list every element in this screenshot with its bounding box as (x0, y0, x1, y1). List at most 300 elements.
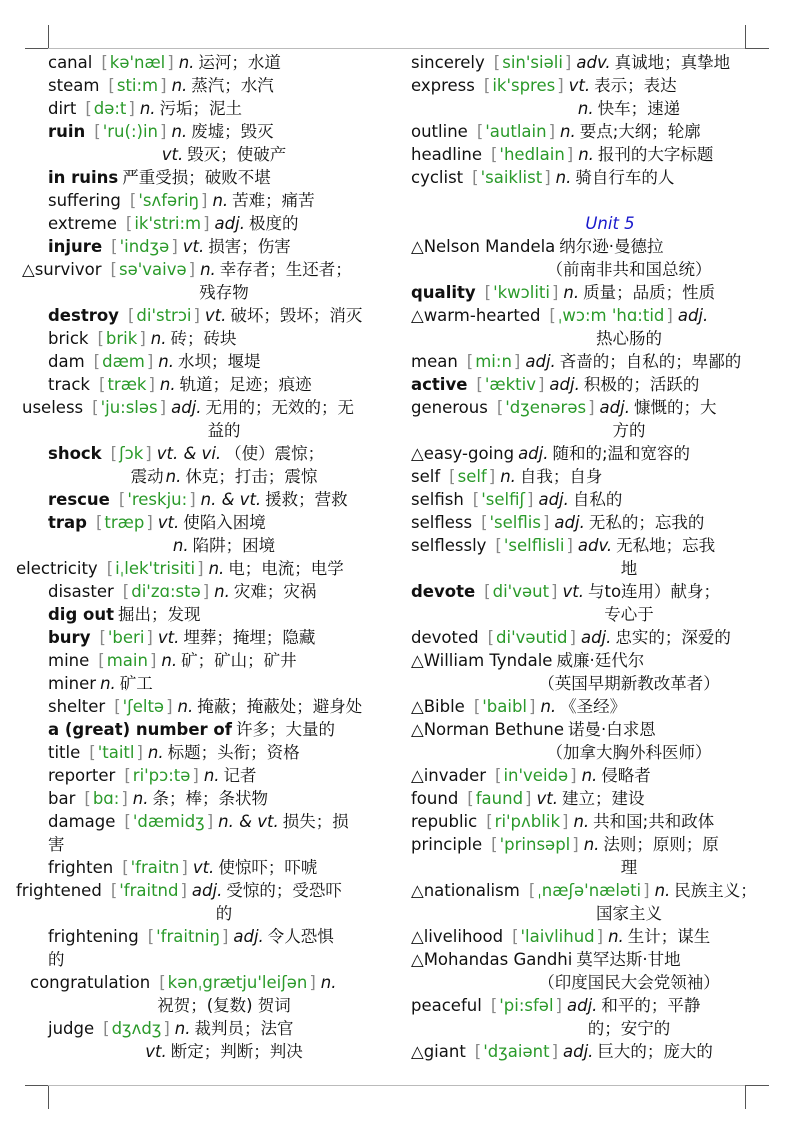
vocab-entry (400, 879, 794, 902)
meaning: 民族主义； (674, 881, 757, 900)
meaning: 地 (620, 559, 638, 578)
vocab-entry (0, 166, 400, 189)
meaning: 灾难；灾祸 (233, 582, 317, 601)
meaning: 损失；损 (282, 812, 349, 831)
headword: △invader (411, 766, 487, 785)
headword: frightened (16, 881, 102, 900)
vocab-entry (0, 741, 400, 764)
headword: △survivor (22, 260, 102, 279)
headword: outline (411, 122, 468, 141)
part-of-speech: n. (177, 697, 194, 716)
phonetic: [ ik'stri:m ] (121, 214, 215, 233)
headword: △giant (411, 1042, 466, 1061)
phonetic: [ mi:n ] (462, 352, 526, 371)
part-of-speech: adj. (214, 214, 245, 233)
meaning: 祝贺；(复数) 贺词 (157, 996, 291, 1015)
headword-bold: ruin (48, 122, 86, 141)
vocab-entry (400, 833, 794, 856)
phonetic: [ 'sʌfəriŋ ] (125, 191, 213, 210)
phonetic: [ 'beri ] (94, 628, 157, 647)
phonetic: [ 'ru(:)in ] (89, 122, 171, 141)
phonetic: [ 'autlain ] (472, 122, 560, 141)
headword: principle (411, 835, 483, 854)
headword: bar (48, 789, 76, 808)
phonetic: [ main ] (93, 651, 161, 670)
vocab-entry (400, 718, 794, 741)
entry-continuation (400, 1017, 770, 1040)
headword: selflessly (411, 536, 487, 555)
part-of-speech: adj. (563, 1042, 594, 1061)
headword: △Bible (411, 697, 465, 716)
meaning: 掩蔽；掩蔽处；避身处 (197, 697, 363, 716)
meaning: 方的 (612, 421, 646, 440)
vocab-entry (0, 810, 400, 833)
phonetic: [ dæm ] (89, 352, 159, 371)
phonetic: [ in'veidə ] (490, 766, 582, 785)
headword: △Mohandas Gandhi (411, 950, 573, 969)
meaning: 轨道；足迹；痕迹 (179, 375, 312, 394)
meaning: 真诚地；真挚地 (614, 53, 731, 72)
phonetic: [ bɑ: ] (79, 789, 132, 808)
headword: brick (48, 329, 89, 348)
phonetic: [ self ] (444, 467, 500, 486)
headword: electricity (16, 559, 98, 578)
part-of-speech: n. (139, 99, 156, 118)
meaning: （前南非共和国总统） (546, 260, 712, 279)
part-of-speech: vt. & vi. (156, 444, 222, 463)
part-of-speech: n. (654, 881, 671, 900)
vocab-entry (400, 511, 794, 534)
vocab-entry (0, 304, 400, 327)
phonetic: [ sti:m ] (103, 76, 171, 95)
part-of-speech: n. (500, 467, 516, 486)
meaning: 巨大的；庞大的 (597, 1042, 713, 1061)
vocab-entry (400, 120, 794, 143)
headword-bold: shock (48, 444, 102, 463)
part-of-speech: n. (203, 766, 220, 785)
part-of-speech: n. (161, 651, 178, 670)
vocab-entry (400, 534, 794, 557)
part-of-speech: adj. (549, 375, 580, 394)
entry-continuation (400, 97, 770, 120)
part-of-speech: n. (581, 766, 598, 785)
phonetic: [ 'dæmidʒ ] (119, 812, 218, 831)
meaning: 运河；水道 (198, 53, 281, 72)
entry-continuation (0, 534, 390, 557)
vocab-entry (400, 143, 794, 166)
vocabulary-column-left (0, 51, 400, 1063)
vocab-entry (0, 856, 400, 879)
meaning: 要点;大纲；轮廓 (579, 122, 701, 141)
meaning: 理 (620, 858, 638, 877)
vocab-entry (400, 787, 794, 810)
part-of-speech: n. (172, 536, 189, 555)
meaning: 共和国;共和政体 (593, 812, 715, 831)
headword: extreme (48, 214, 117, 233)
part-of-speech: n. (563, 283, 580, 302)
meaning: 蒸汽；水汽 (191, 76, 274, 95)
meaning: 陷阱；困境 (192, 536, 276, 555)
meaning: 苦难；痛苦 (232, 191, 315, 210)
phonetic: [ 'selfiʃ ] (468, 490, 539, 509)
phonetic: [ 'indʒə ] (106, 237, 183, 256)
meaning: 电；电流；电学 (228, 559, 344, 578)
meaning: 益的 (207, 421, 241, 440)
phonetic: [ træp ] (91, 513, 158, 532)
vocab-entry (0, 695, 400, 718)
part-of-speech: adj. (171, 398, 202, 417)
vocab-entry (400, 626, 794, 649)
headword-bold: rescue (48, 490, 110, 509)
entry-continuation (400, 672, 770, 695)
meaning: 和平的；平静 (601, 996, 701, 1015)
headword: devoted (411, 628, 479, 647)
vocab-entry (0, 258, 400, 281)
headword-bold: bury (48, 628, 91, 647)
entry-continuation (0, 833, 400, 856)
vocab-entry (400, 350, 794, 373)
headword: △Norman Bethune (411, 720, 564, 739)
part-of-speech: n. (208, 559, 225, 578)
entry-continuation (0, 994, 390, 1017)
meaning: 损害；伤害 (208, 237, 291, 256)
vocab-entry (0, 1017, 400, 1040)
phonetic: [ ʃɔk ] (106, 444, 157, 463)
meaning: 无私地；忘我 (616, 536, 716, 555)
meaning: 无私的；忘我的 (588, 513, 705, 532)
headword: express (411, 76, 475, 95)
headword: shelter (48, 697, 106, 716)
phonetic: [ sin'siəli ] (489, 53, 577, 72)
phonetic: [ 'reskju: ] (114, 490, 201, 509)
headword-bold: destroy (48, 306, 119, 325)
meaning: 破坏；毁坏；消灭 (230, 306, 363, 325)
meaning: 诺曼·白求恩 (567, 720, 656, 739)
meaning: 掘出；发现 (118, 605, 201, 624)
entry-continuation (0, 465, 390, 488)
meaning: 许多；大量的 (235, 720, 335, 739)
part-of-speech: vt. (157, 628, 180, 647)
meaning: 断定；判断；判决 (170, 1042, 303, 1061)
headword: disaster (48, 582, 114, 601)
vocab-entry (0, 74, 400, 97)
part-of-speech: adv. (577, 536, 613, 555)
vocab-entry (400, 580, 794, 603)
vocab-entry (400, 166, 794, 189)
phonetic: [ ˌnæʃə'næləti ] (524, 881, 655, 900)
phonetic: [ 'taitl ] (84, 743, 148, 762)
phonetic: [ ˌwɔ:m 'hɑ:tid ] (544, 306, 677, 325)
meaning: 自我；自身 (519, 467, 603, 486)
phonetic: [ di'strɔi ] (123, 306, 205, 325)
part-of-speech: n. (583, 835, 600, 854)
headword: generous (411, 398, 488, 417)
entry-continuation (400, 971, 770, 994)
phonetic: [ 'fraitn ] (117, 858, 193, 877)
part-of-speech: adj. (538, 490, 569, 509)
vocab-entry (0, 488, 400, 511)
meaning: 污垢；泥土 (159, 99, 243, 118)
entry-continuation (0, 902, 390, 925)
phonetic: [ iˌlek'trisiti ] (102, 559, 209, 578)
meaning: 建立；建设 (561, 789, 645, 808)
part-of-speech: n. (174, 1019, 191, 1038)
headword: frighten (48, 858, 114, 877)
entry-continuation (400, 603, 770, 626)
headword: selfless (411, 513, 473, 532)
phonetic: [ di'vəutid ] (483, 628, 581, 647)
meaning: 令人恐惧 (267, 927, 334, 946)
meaning: 害 (48, 835, 65, 854)
part-of-speech: vt. (562, 582, 584, 601)
phonetic: [ kənˌgrætju'leiʃən ] (154, 973, 321, 992)
phonetic: [ kə'næl ] (96, 53, 178, 72)
meaning: 的 (48, 950, 65, 969)
meaning: 纳尔逊·曼德拉 (559, 237, 664, 256)
headword: title (48, 743, 81, 762)
entry-continuation (0, 948, 400, 971)
vocab-entry (400, 74, 794, 97)
phonetic: [ 'selflisli ] (490, 536, 578, 555)
headword: mine (48, 651, 90, 670)
vocab-entry (0, 511, 400, 534)
meaning: 《圣经》 (560, 697, 627, 716)
vocab-entry (400, 994, 794, 1017)
vocab-entry (0, 787, 400, 810)
phonetic: [ 'pi:sfəl ] (486, 996, 567, 1015)
vocab-entry (400, 465, 794, 488)
part-of-speech: n. (200, 260, 216, 279)
headword: dirt (48, 99, 77, 118)
meaning: 水坝；堰堤 (178, 352, 261, 371)
headword: miner (48, 674, 97, 693)
part-of-speech: vt. (192, 858, 215, 877)
vocab-entry (0, 373, 400, 396)
meaning: 使惊吓；吓唬 (218, 858, 318, 877)
headword-bold: dig out (48, 605, 114, 624)
meaning: 毁灭；使破产 (187, 145, 287, 164)
meaning: 矿工 (119, 674, 153, 693)
vocab-entry (0, 212, 400, 235)
part-of-speech: n. (178, 53, 195, 72)
meaning: （加拿大胸外科医师） (546, 743, 712, 762)
headword-bold: in ruins (48, 168, 119, 187)
vocab-entry (400, 810, 794, 833)
vocab-entry (400, 488, 794, 511)
phonetic: [ 'laivlihud ] (507, 927, 608, 946)
part-of-speech: adj. (554, 513, 585, 532)
phonetic: [ 'ju:sləs ] (87, 398, 171, 417)
headword: frightening (48, 927, 139, 946)
entry-continuation (400, 902, 770, 925)
vocab-entry (400, 373, 794, 396)
vocab-entry (400, 235, 794, 258)
part-of-speech: vt. (157, 513, 180, 532)
phonetic: [ 'prinsəpl ] (486, 835, 584, 854)
meaning: 自私的 (572, 490, 623, 509)
part-of-speech: n. (159, 375, 176, 394)
vocab-entry (400, 304, 794, 327)
headword: useless (22, 398, 84, 417)
meaning: 积极的；活跃的 (583, 375, 700, 394)
vocab-entry (400, 1040, 794, 1063)
phonetic: [ 'ʃeltə ] (109, 697, 177, 716)
phonetic: [ 'dʒenərəs ] (492, 398, 600, 417)
part-of-speech: n. (171, 76, 188, 95)
part-of-speech: adj. (580, 628, 612, 647)
part-of-speech: n. (555, 168, 572, 187)
part-of-speech: vt. (145, 1042, 167, 1061)
headword-bold: active (411, 375, 468, 394)
part-of-speech: adj. (566, 996, 598, 1015)
part-of-speech: n. (165, 467, 182, 486)
part-of-speech: n. & vt. (200, 490, 262, 509)
meaning: 严重受损；破败不堪 (122, 168, 271, 187)
part-of-speech: n. (320, 973, 337, 992)
vocab-entry (0, 672, 400, 695)
vocab-entry (0, 879, 400, 902)
meaning: 砖；砖块 (170, 329, 237, 348)
part-of-speech: n. (214, 582, 230, 601)
part-of-speech: adj. (191, 881, 223, 900)
part-of-speech: n. (560, 122, 576, 141)
meaning: 快车；速递 (597, 99, 681, 118)
part-of-speech: n. (573, 812, 590, 831)
vocabulary-column-right (400, 51, 794, 1063)
meaning: 的；安宁的 (587, 1019, 671, 1038)
phonetic: [ træk ] (94, 375, 160, 394)
part-of-speech: vt. (568, 76, 591, 95)
phonetic: [ sə'vaivə ] (106, 260, 201, 279)
headword: △easy-going (411, 444, 515, 463)
vocab-entry (400, 189, 794, 212)
bottom-rule (48, 1085, 745, 1086)
meaning: 报刊的大字标题 (597, 145, 714, 164)
headword: cyclist (411, 168, 464, 187)
headword: suffering (48, 191, 121, 210)
part-of-speech: n. (132, 789, 149, 808)
part-of-speech: adj. (525, 352, 556, 371)
phonetic: [ 'fraitniŋ ] (143, 927, 234, 946)
meaning: （使）震惊； (225, 444, 325, 463)
phonetic: [ ri'pɔ:tə ] (119, 766, 204, 785)
part-of-speech: adj. (677, 306, 709, 325)
meaning: 记者 (223, 766, 257, 785)
headword: sincerely (411, 53, 485, 72)
entry-continuation (400, 258, 770, 281)
vocab-entry (0, 189, 400, 212)
part-of-speech: n. (171, 122, 188, 141)
phonetic: [ də:t ] (80, 99, 140, 118)
meaning: （印度国民大会党领袖） (538, 973, 720, 992)
phonetic: [ faund ] (462, 789, 536, 808)
phonetic: [ 'kwɔliti ] (480, 283, 564, 302)
meaning: 忠实的；深爱的 (615, 628, 731, 647)
meaning: 威廉·廷代尔 (556, 651, 645, 670)
meaning: 极度的 (248, 214, 299, 233)
part-of-speech: adv. (576, 53, 611, 72)
part-of-speech: n. (100, 674, 116, 693)
meaning: 专心于 (604, 605, 654, 624)
phonetic: [ di'zɑ:stə ] (118, 582, 214, 601)
vocab-entry (0, 925, 400, 948)
meaning: 条；棒；条状物 (152, 789, 268, 808)
entry-continuation (400, 856, 770, 879)
part-of-speech: n. (212, 191, 229, 210)
part-of-speech: n. (158, 352, 174, 371)
headword: △William Tyndale (411, 651, 553, 670)
meaning: 矿；矿山；矿井 (181, 651, 297, 670)
meaning: 慷慨的；大 (633, 398, 717, 417)
entry-continuation (0, 281, 390, 304)
headword: canal (48, 53, 93, 72)
vocab-entry (400, 695, 794, 718)
headword: self (411, 467, 441, 486)
meaning: 热心肠的 (596, 329, 662, 348)
phonetic: [ 'selflis ] (476, 513, 554, 532)
headword-bold: injure (48, 237, 103, 256)
headword: judge (48, 1019, 95, 1038)
meaning: 裁判员；法官 (194, 1019, 294, 1038)
vocab-entry (0, 51, 400, 74)
phonetic: [ dʒʌdʒ ] (98, 1019, 175, 1038)
phonetic: [ 'baibl ] (469, 697, 541, 716)
vocab-entry (0, 626, 400, 649)
vocab-entry (0, 580, 400, 603)
part-of-speech: n. & vt. (218, 812, 279, 831)
headword: dam (48, 352, 85, 371)
vocab-entry (0, 350, 400, 373)
vocab-entry (400, 281, 794, 304)
meaning: 侵略者 (601, 766, 651, 785)
vocab-entry (0, 235, 400, 258)
headword: △Nelson Mandela (411, 237, 556, 256)
meaning: 休克；打击；震惊 (185, 467, 318, 486)
meaning: 表示；表达 (594, 76, 677, 95)
part-of-speech: n. (578, 145, 594, 164)
headword: damage (48, 812, 116, 831)
vocab-entry (0, 327, 400, 350)
meaning: 质量；品质；性质 (583, 283, 716, 302)
vocab-entry (400, 925, 794, 948)
phonetic: [ ik'spres ] (479, 76, 569, 95)
phonetic: [ di'vəut ] (479, 582, 562, 601)
phonetic: [ ri'pʌblik ] (481, 812, 573, 831)
vocab-entry (0, 764, 400, 787)
meaning: 废墟；毁灭 (191, 122, 274, 141)
vocab-entry (0, 120, 400, 143)
meaning: 随和的;温和宽容的 (552, 444, 691, 463)
meaning: 受惊的；受恐吓 (226, 881, 342, 900)
part-of-speech: adj. (518, 444, 549, 463)
part-of-speech: adj. (599, 398, 630, 417)
vocab-entry (0, 97, 400, 120)
phonetic: [ 'hedlain ] (486, 145, 578, 164)
headword: found (411, 789, 459, 808)
meaning: 莫罕达斯·甘地 (576, 950, 681, 969)
vocab-entry (0, 971, 400, 994)
meaning: 骑自行车的人 (575, 168, 675, 187)
vocab-entry (0, 649, 400, 672)
part-of-speech: vt. (536, 789, 558, 808)
meaning: 残存物 (199, 283, 249, 302)
section-heading (400, 212, 730, 235)
entry-continuation (0, 143, 390, 166)
meaning: 法则；原则；原 (603, 835, 719, 854)
headword: track (48, 375, 90, 394)
part-of-speech: n. (540, 697, 557, 716)
headword-bold: a (great) number of (48, 720, 232, 739)
